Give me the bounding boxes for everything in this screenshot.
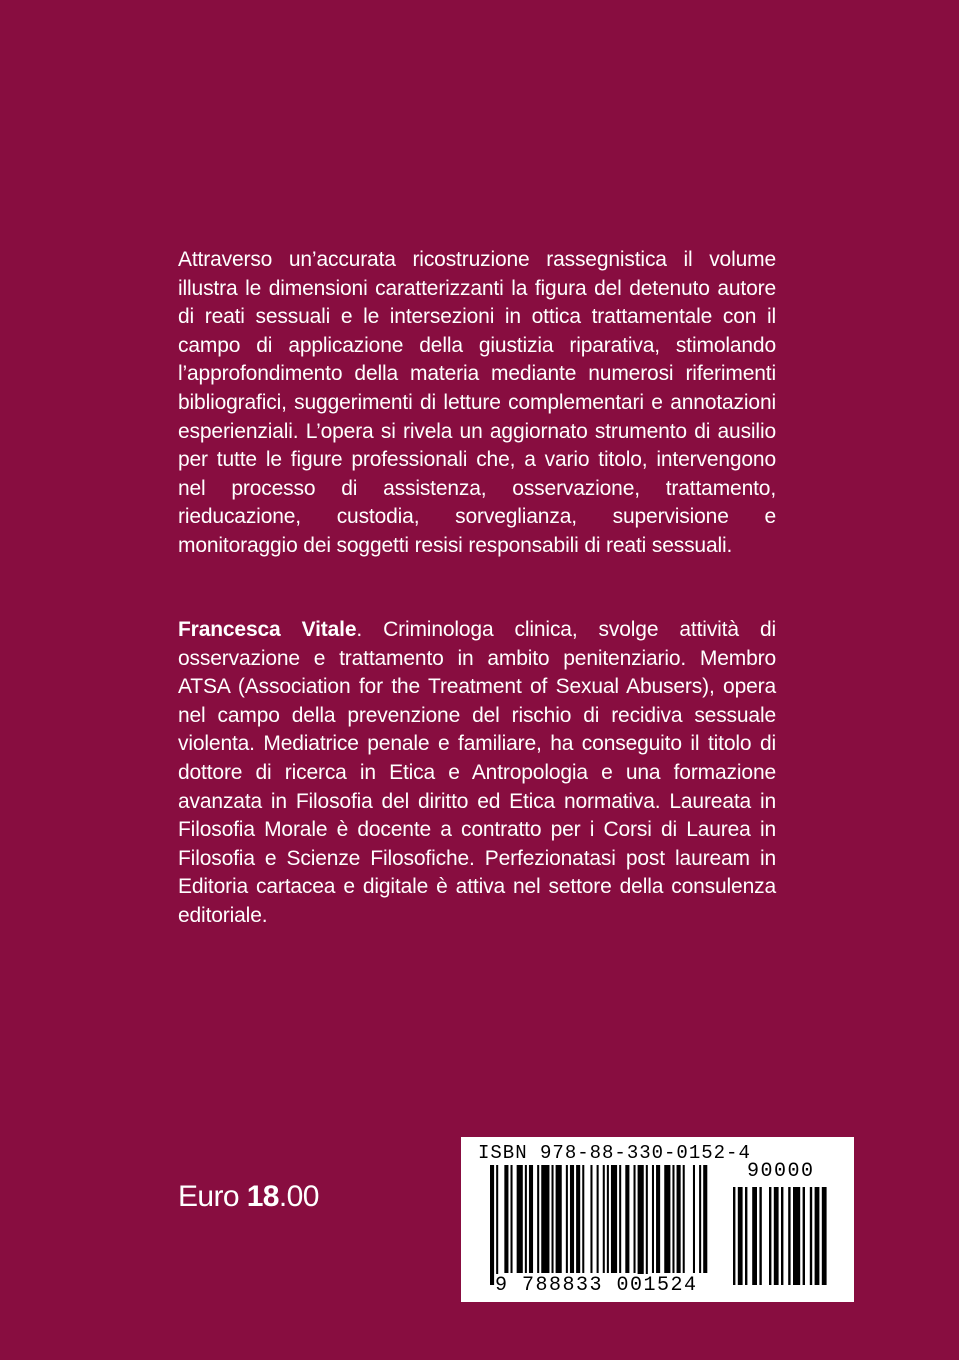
price-label xyxy=(178,1180,319,1214)
author-bio xyxy=(178,616,776,931)
price-integer: 18 xyxy=(246,1180,279,1213)
barcode-addon-number: 90000 xyxy=(747,1160,815,1183)
author-bio-text: . Criminologa clinica, svolge attività di osservazione e trattamento in ambito penitenziario. Membro ATSA (Association for the Treatment of Sexual Abusers), opera nel campo della prevenzione del rischio di recidiva sessuale violenta. Mediatrice penale e familiare, ha conseguito il titolo di dottore di ricerca in Etica e Antropologia e una formazione avanzata in Filosofia del diritto ed Etica normativa. Laureata in Filosofia Morale è docente a contratto per i Corsi di Laurea in Filosofia e Scienze Filosofiche. Perfezionatasi post lauream in Editoria cartacea e digitale è attiva nel settore della consulenza editoriale. xyxy=(178,618,776,927)
isbn-label: ISBN 978-88-330-0152-4 xyxy=(478,1142,751,1164)
price-decimal: .00 xyxy=(278,1180,319,1213)
barcode-box xyxy=(461,1137,854,1302)
price-currency: Euro xyxy=(178,1180,247,1213)
author-name: Francesca Vitale xyxy=(178,618,357,641)
barcode-ean-number: 9 788833 001524 xyxy=(495,1274,698,1297)
synopsis-paragraph: Attraverso un’accurata ricostruzione rassegnistica il volume illustra le dimensioni caratterizzanti la figura del detenuto autore di reati sessuali e le intersezioni in ottica trattamentale con il campo di applicazione della giustizia riparativa, stimolando l’approfondimento della materia mediante numerosi riferimenti bibliografici, suggerimenti di letture complementari e annotazioni esperienziali. L’opera si rivela un aggiornato strumento di ausilio per tutte le figure professionali che, a vario titolo, intervengono nel processo di assistenza, osservazione, trattamento, rieducazione, custodia, sorveglianza, supervisione e monitoraggio dei soggetti resisi responsabili di reati sessuali. xyxy=(178,248,776,557)
